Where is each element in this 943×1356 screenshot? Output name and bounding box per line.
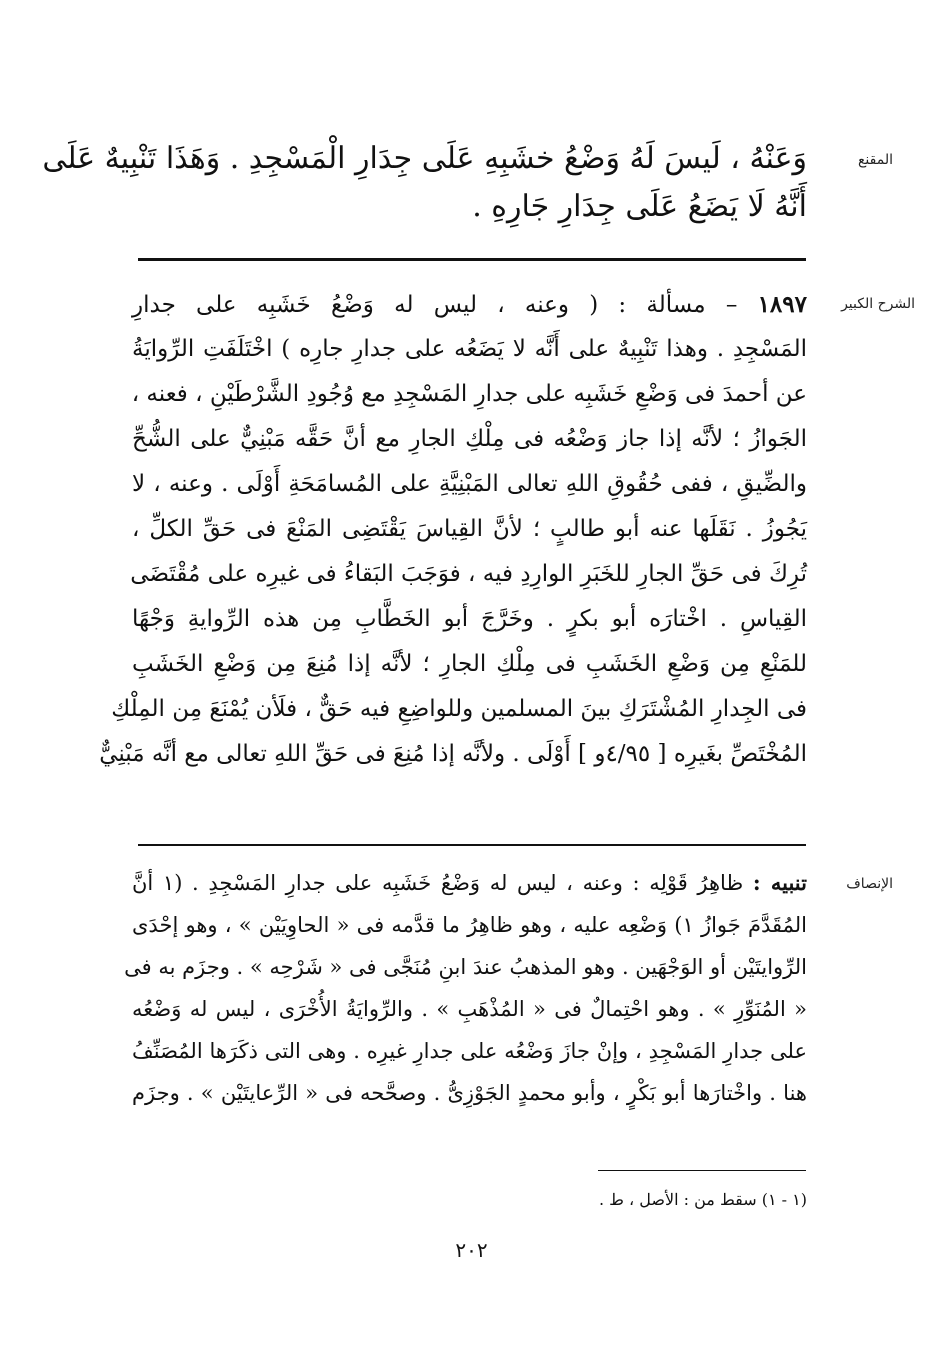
muqni-text — [42, 135, 807, 231]
section-label-muqni: المقنع — [857, 152, 893, 168]
sharh-line: المَسْجِدِ . وهذا تَنْبِيهٌ على أَنَّه لا يَضَعُه على جدارِ جارِه ) اخْتَلَفَتِ الرِّوايَةُ — [132, 336, 807, 362]
muqni-line: وَعَنْهُ ، لَيسَ لَهُ وَضْعُ خشَبِهِ عَلَى جِدَارِ الْمَسْجِدِ . وَهَذَا تَنْبِيهٌ عَلَى — [42, 141, 807, 176]
section-label-insaf: الإنصاف — [846, 876, 893, 892]
sharh-line: الجَوازُ ؛ لأنَّه إذا جاز وَضْعُه فى مِلْكِ الجارِ مع أنَّ حَقَّه مَبْنِيٌّ على الشُّحِّ — [132, 426, 807, 452]
sharh-line: عن أحمدَ فى وَضْعِ خَشَبِه على جدارِ المَسْجِدِ مع وُجُودِ الشَّرْطَيْنِ ، فعنه ، — [131, 381, 807, 407]
sharh-line: والضِّيقِ ، ففى حُقُوقِ اللهِ تعالى المَبْنِيَّةِ على المُسامَحَةِ أَوْلَى . وعنه ، لا — [132, 471, 807, 497]
page-number: ٢٠٢ — [455, 1238, 488, 1262]
sharh-line: القِياسِ . اخْتارَه أبو بكرٍ . وخَرَّجَ أبو الخَطَّابِ مِن هذه الرِّوايةِ وَجْهًا — [132, 606, 807, 632]
section-divider — [138, 844, 806, 846]
sharh-line: للمَنْعِ مِن وَضْعِ الخَشَبِ فى مِلْكِ الجارِ ؛ لأنَّه إذا مُنِعَ مِن وَضْعِ الخَشَبِ — [132, 651, 807, 677]
tanbih-lead: تنبيه : — [752, 870, 807, 895]
sharh-line: المُخْتَصِّ بغَيرِه [ ٤/٩٥و ] أَوْلَى . ولأنَّه إذا مُنِعَ فى حَقِّ اللهِ تعالى مع أنَّه مَبْنِيٌّ — [99, 741, 807, 767]
insaf-line: المُقَدَّمَ جَوازُ ١) وَضْعِه عليه ، وهو ظاهِرُ ما قدَّمه فى « الحاوِيَيْن » ، وهو إحْدَى — [132, 913, 807, 937]
insaf-line: « المُنَوِّرِ » . وهو احْتِمالٌ فى « المُذْهَبِ » . والرِّوايَةُ الأُخْرَى ، ليس له وَضْعُه — [132, 997, 807, 1021]
footnote-rule — [598, 1170, 806, 1171]
section-divider — [138, 258, 806, 261]
sharh-line: فى الجِدارِ المُشْتَرَكِ بينَ المسلمين وللواضِعِ فيه حَقٌّ ، فلَأن يُمْنَعَ مِن المِلْكِ — [111, 696, 807, 722]
footnote: (١ - ١) سقط من : الأصل ، ط . — [598, 1190, 807, 1209]
sharh-line: يَجُوزُ . نَقَلَها عنه أبو طالبٍ ؛ لأنَّ القِياسَ يَقْتَضِى المَنْعَ فى حَقِّ الكلِّ ، — [132, 516, 807, 542]
insaf-line: هنا . واخْتارَها أبو بَكْرٍ ، وأبو محمدٍ الجَوْزِىُّ . وصحَّحه فى « الرِّعايتَيْن » . وجزَم — [132, 1081, 807, 1105]
sharh-text — [99, 282, 807, 777]
insaf-line: على جدارِ المَسْجِدِ ، وإنْ جازَ وَضْعُه على جدارِ غيرِه . وهى التى ذكَرَها المُصَنِّفُ — [132, 1039, 807, 1063]
sharh-line: ١٨٩٧ – مسألة : ( وعنه ، ليس له وَضْعُ خَشَبِه على جدارِ — [132, 291, 807, 318]
issue-number: ١٨٩٧ — [757, 291, 807, 318]
sharh-line: تُرِكَ فى حَقِّ الجارِ للخَبَرِ الوارِدِ فيه ، فوَجَبَ البَقاءُ فى غيرِه على مُقْتَضَى — [130, 561, 807, 587]
insaf-text — [124, 862, 807, 1114]
section-label-sharh: الشرح الكبير — [841, 296, 915, 312]
insaf-line: تنبيه : ظاهِرُ قَوْلِه : وعنه ، ليس له وَضْعُ خَشَبِه على جدارِ المَسْجِدِ . (١ أنَّ — [132, 870, 807, 895]
muqni-line: أَنَّهُ لَا يَضَعُ عَلَى جِدَارِ جَارِهِ . — [472, 189, 807, 224]
insaf-line: الرِّوايتَيْن أو الوَجْهَين . وهو المذهبُ عندَ ابنِ مُنَجَّى فى « شَرْحِه » . وجزَم به فى — [124, 955, 807, 979]
